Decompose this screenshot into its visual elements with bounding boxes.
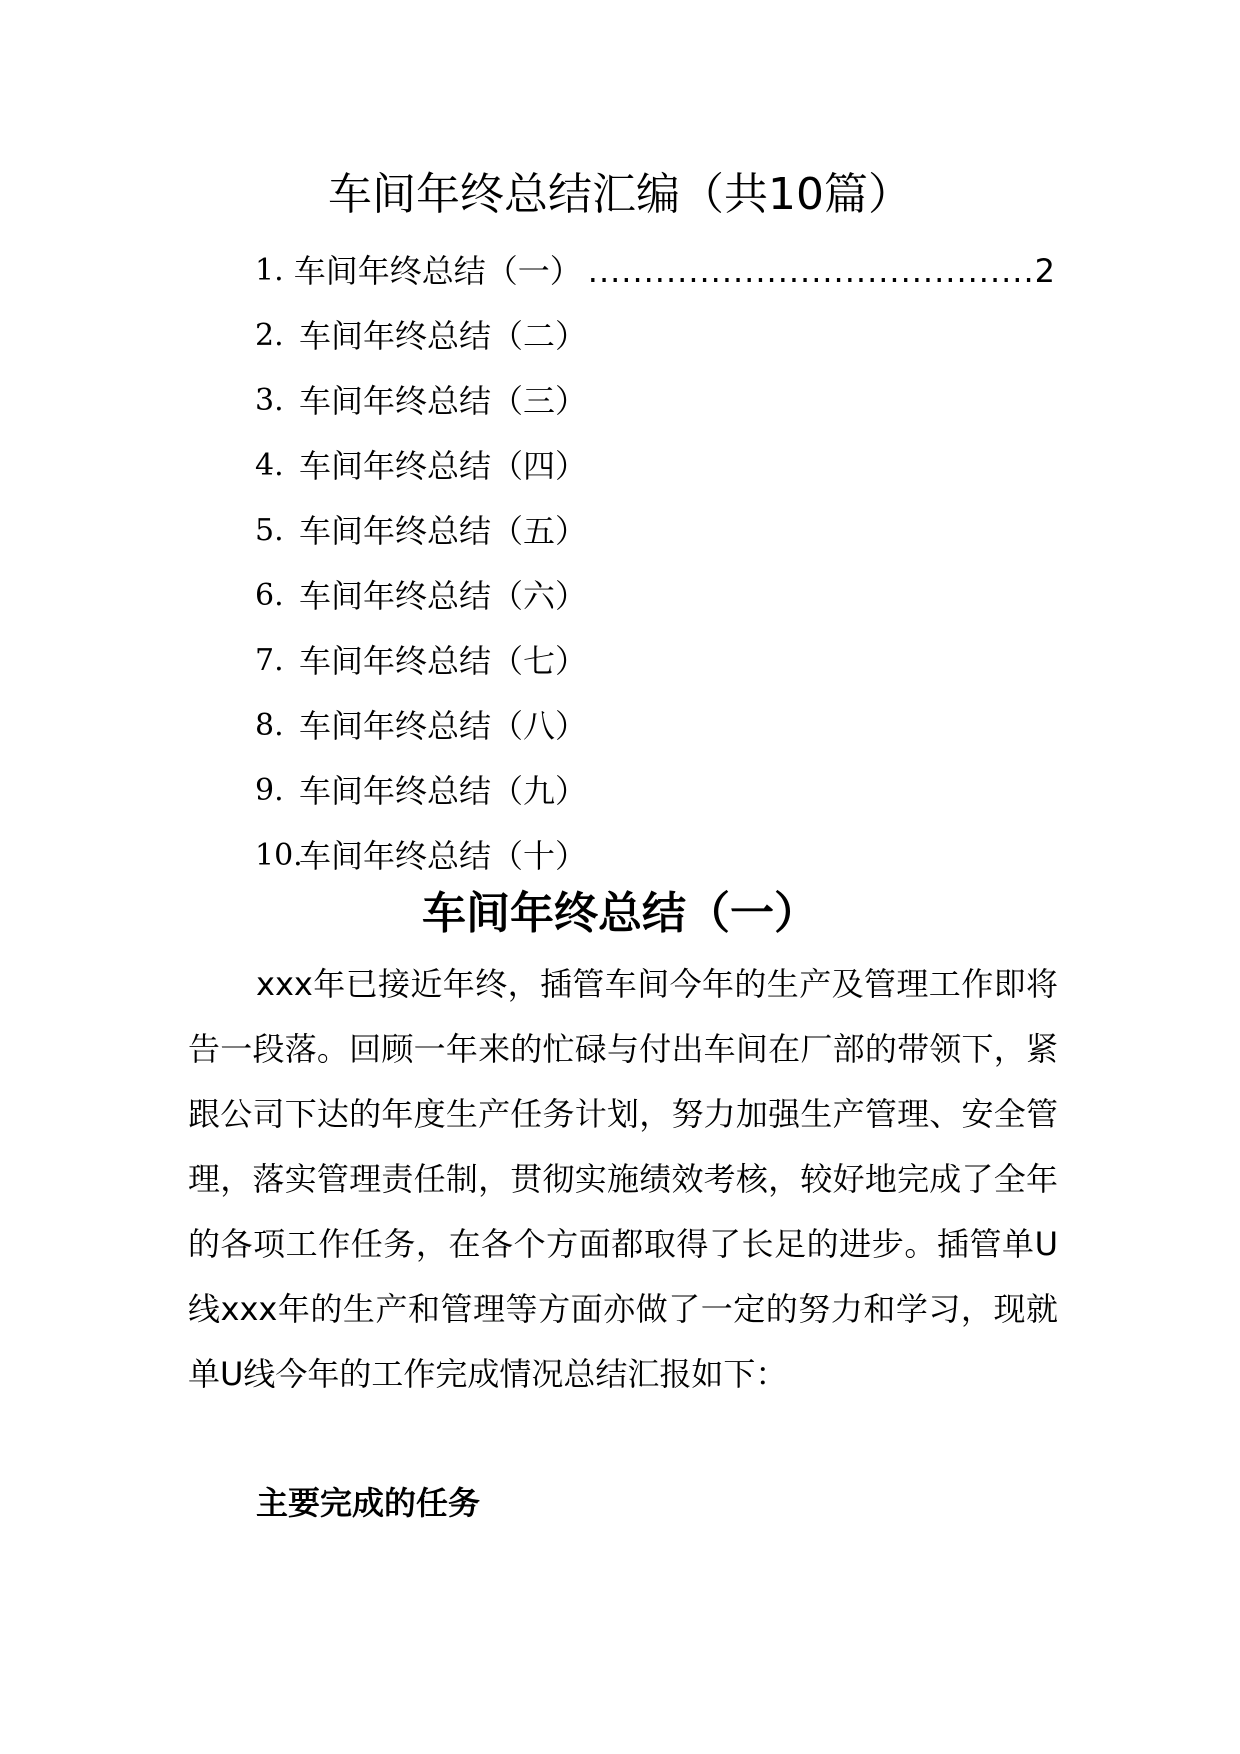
toc-entry-number: 5.: [255, 512, 284, 548]
toc-entry[interactable]: [255, 433, 1055, 498]
toc-entry-title: 车间年终总结（六）: [299, 576, 588, 615]
toc-entry-title: 车间年终总结（三）: [299, 381, 588, 420]
toc-entry-number: 10.: [255, 837, 303, 873]
toc-entry[interactable]: [255, 823, 1055, 888]
toc-entry-number: 1.: [255, 252, 284, 288]
toc-entry[interactable]: [255, 693, 1055, 758]
toc-entry-number: 9.: [255, 772, 284, 808]
toc-entry-title: 车间年终总结（十）: [299, 836, 588, 875]
toc-page-number: 2: [1034, 251, 1055, 290]
section-subheading: 主要完成的任务: [256, 1484, 481, 1522]
toc-entry-title: 车间年终总结（九）: [299, 771, 588, 810]
document-title: 车间年终总结汇编（共10篇）: [328, 169, 912, 220]
toc-entry-number: 6.: [255, 577, 284, 613]
toc-entry-title: 车间年终总结（五）: [299, 511, 588, 550]
toc-entry[interactable]: [255, 238, 1055, 303]
table-of-contents: [255, 238, 1055, 888]
toc-entry-title: 车间年终总结（七）: [299, 641, 588, 680]
toc-entry-number: 3.: [255, 382, 284, 418]
toc-entry-title: 车间年终总结（二）: [299, 316, 588, 355]
toc-entry[interactable]: [255, 368, 1055, 433]
toc-entry-number: 8.: [255, 707, 284, 743]
toc-entry-title: 车间年终总结（一）: [293, 251, 582, 290]
toc-entry-title: 车间年终总结（四）: [299, 446, 588, 485]
section-title: 车间年终总结（一）: [422, 888, 818, 939]
toc-entry-title: 车间年终总结（八）: [299, 706, 588, 745]
toc-entry[interactable]: [255, 303, 1055, 368]
toc-dot-leader: ........................................: [587, 251, 1035, 290]
toc-entry-number: 4.: [255, 447, 284, 483]
toc-entry[interactable]: [255, 628, 1055, 693]
body-paragraph: xxx年已接近年终，插管车间今年的生产及管理工作即将告一段落。回顾一年来的忙碌与付出车间在厂部的带领下，紧跟公司下达的年度生产任务计划，努力加强生产管理、安全管理，落实管理责任制，贯彻实施绩效考核，较好地完成了全年的各项工作任务，在各个方面都取得了长足的进步。插管单U线xxx年的生产和管理等方面亦做了一定的努力和学习，现就单U线今年的工作完成情况总结汇报如下：: [188, 965, 1058, 1393]
toc-entry[interactable]: [255, 563, 1055, 628]
toc-entry[interactable]: [255, 758, 1055, 823]
toc-entry[interactable]: [255, 498, 1055, 563]
toc-entry-number: 2.: [255, 317, 284, 353]
toc-entry-number: 7.: [255, 642, 284, 678]
